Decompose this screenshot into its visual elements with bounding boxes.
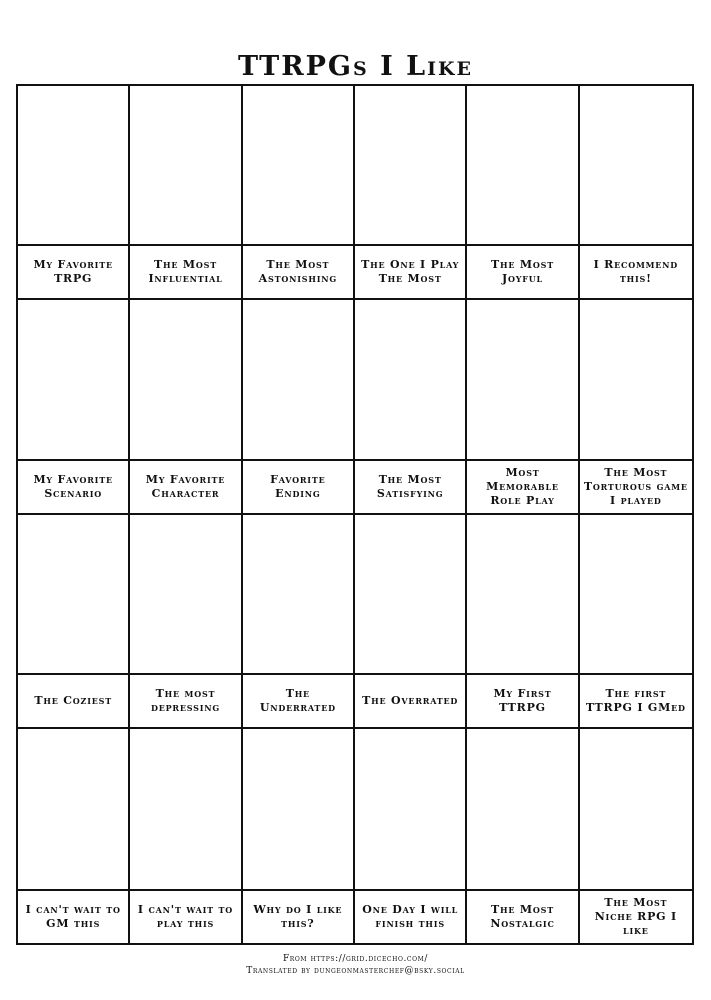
image-slot[interactable] (18, 729, 128, 889)
cell-label: The Most Influential (130, 244, 240, 298)
image-slot[interactable] (243, 86, 353, 244)
image-slot[interactable] (580, 729, 692, 889)
image-slot[interactable] (18, 300, 128, 458)
grid-cell[interactable] (355, 86, 467, 300)
cell-label: Favorite Ending (243, 459, 353, 513)
cell-label: The One I Play The Most (355, 244, 465, 298)
image-slot[interactable] (130, 729, 240, 889)
cell-label: The Most Nostalgic (467, 889, 577, 943)
grid-cell[interactable] (355, 729, 467, 943)
image-slot[interactable] (243, 729, 353, 889)
grid-cell[interactable] (18, 515, 130, 729)
image-slot[interactable] (355, 729, 465, 889)
grid-cell[interactable] (243, 515, 355, 729)
grid-cell[interactable] (130, 86, 242, 300)
grid-cell[interactable] (580, 86, 692, 300)
grid-cell[interactable] (130, 515, 242, 729)
footer-source: From https://grid.dicecho.com/ (282, 954, 429, 964)
image-slot[interactable] (467, 86, 577, 244)
image-slot[interactable] (130, 86, 240, 244)
grid-cell[interactable] (243, 729, 355, 943)
image-slot[interactable] (130, 300, 240, 458)
image-slot[interactable] (355, 86, 465, 244)
footer-credit: Translated by dungeonmasterchef@bsky.social (246, 966, 465, 976)
grid-cell[interactable] (243, 86, 355, 300)
image-slot[interactable] (580, 86, 692, 244)
grid-cell[interactable] (467, 515, 579, 729)
image-slot[interactable] (355, 515, 465, 673)
image-slot[interactable] (243, 300, 353, 458)
image-slot[interactable] (355, 300, 465, 458)
grid-cell[interactable] (355, 300, 467, 514)
grid-cell[interactable] (467, 729, 579, 943)
cell-label: My Favorite TRPG (18, 244, 128, 298)
image-slot[interactable] (467, 515, 577, 673)
cell-label: I Recommend this! (580, 244, 692, 298)
cell-label: My Favorite Character (130, 459, 240, 513)
grid-cell[interactable] (580, 515, 692, 729)
image-slot[interactable] (18, 86, 128, 244)
grid-cell[interactable] (580, 300, 692, 514)
grid-cell[interactable] (18, 300, 130, 514)
grid-cell[interactable] (130, 729, 242, 943)
grid-cell[interactable] (130, 300, 242, 514)
grid-cell[interactable] (580, 729, 692, 943)
grid-cell[interactable] (243, 300, 355, 514)
grid-cell[interactable] (355, 515, 467, 729)
cell-label: I can't wait to GM this (18, 889, 128, 943)
cell-label: The Coziest (18, 673, 128, 727)
image-slot[interactable] (467, 729, 577, 889)
cell-label: The Underrated (243, 673, 353, 727)
grid-cell[interactable] (467, 86, 579, 300)
cell-label: The Most Joyful (467, 244, 577, 298)
cell-label: Why do I like this? (243, 889, 353, 943)
cell-label: I can't wait to play this (130, 889, 240, 943)
image-slot[interactable] (130, 515, 240, 673)
image-slot[interactable] (580, 300, 692, 458)
grid-cell[interactable] (18, 729, 130, 943)
image-slot[interactable] (467, 300, 577, 458)
cell-label: Most Memorable Role Play (467, 459, 577, 513)
grid-cell[interactable] (18, 86, 130, 300)
cell-label: The Overrated (355, 673, 465, 727)
cell-label: My Favorite Scenario (18, 459, 128, 513)
footer (0, 953, 711, 977)
cell-label: The Most Astonishing (243, 244, 353, 298)
image-slot[interactable] (580, 515, 692, 673)
grid-cell[interactable] (467, 300, 579, 514)
cell-label: The Most Niche RPG I like (580, 889, 692, 943)
cell-label: My First TTRPG (467, 673, 577, 727)
cell-label: The first TTRPG I GMed (580, 673, 692, 727)
page-title: TTRPGs I Like (237, 51, 474, 82)
cell-label: The Most Satisfying (355, 459, 465, 513)
cell-label: The most depressing (130, 673, 240, 727)
cell-label: One Day I will finish this (355, 889, 465, 943)
ttrpg-grid (16, 84, 694, 945)
image-slot[interactable] (18, 515, 128, 673)
image-slot[interactable] (243, 515, 353, 673)
cell-label: The Most Torturous game I played (580, 459, 692, 513)
